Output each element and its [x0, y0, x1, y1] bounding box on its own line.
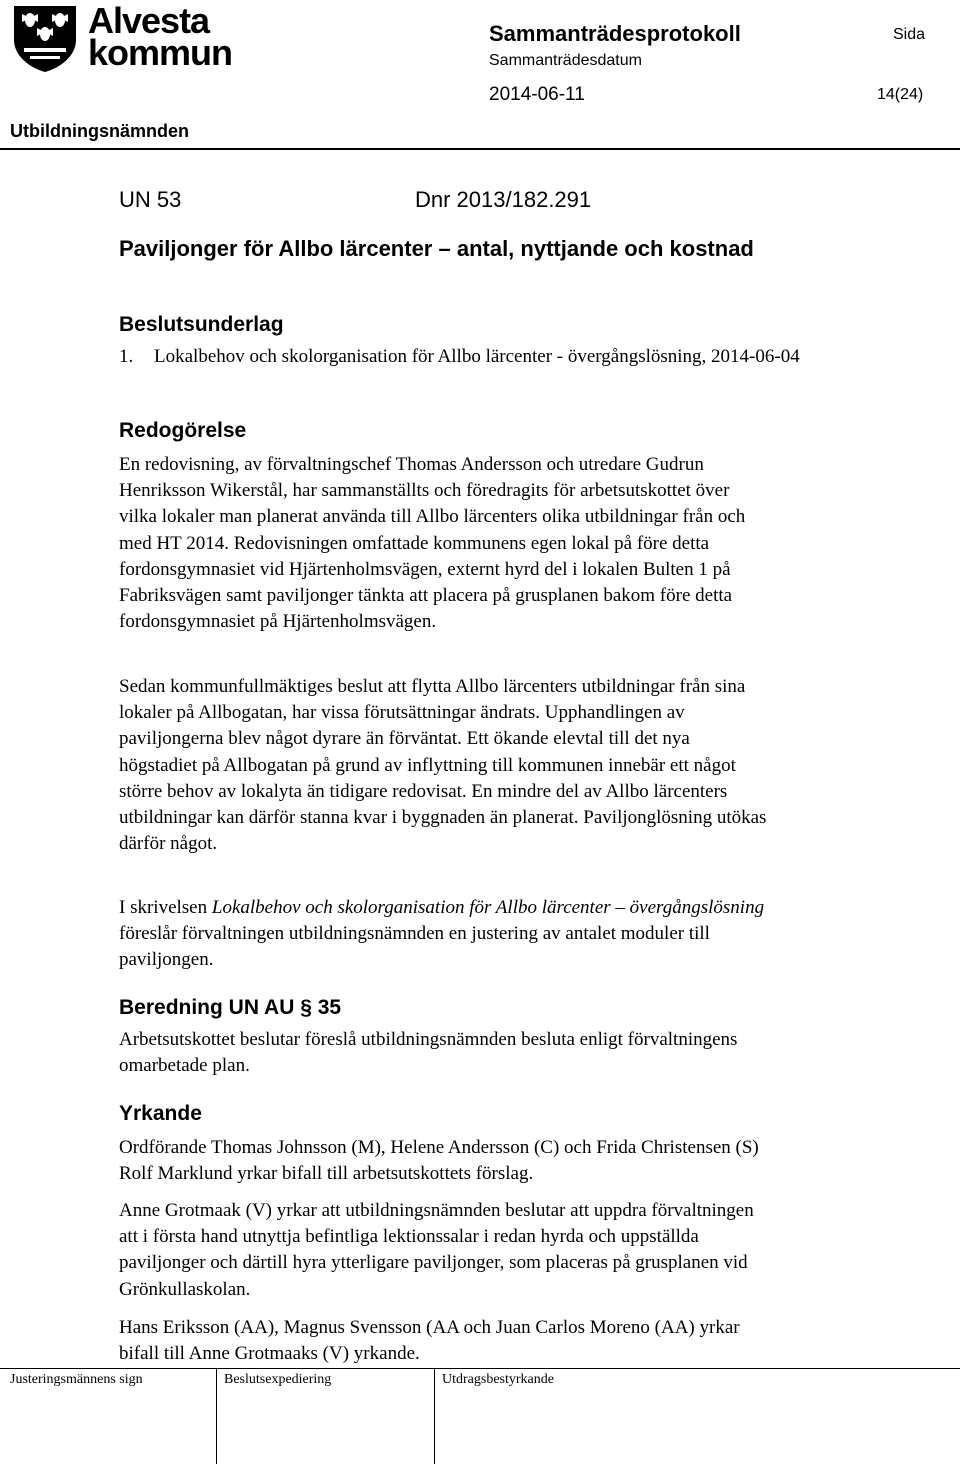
- paragraph-yrkande-3: Hans Eriksson (AA), Magnus Svensson (AA och Juan Carlos Moreno (AA) yrkar bifall till Anne Grotmaaks (V) yrkande.: [119, 1317, 740, 1365]
- alvesta-kommun-logo: [10, 0, 260, 74]
- document-type: Sammanträdesprotokoll: [489, 21, 741, 46]
- paragraph-yrkande-2: Anne Grotmaak (V) yrkar att utbildningsnämnden beslutar att uppdra förvaltningen att i första hand utnyttja befintliga lektionssalar i redan hyrda och uppställda paviljonger och därtill hyra ytterligare paviljonger, som placeras på grusplanen vid Grönkullaskolan.: [119, 1200, 754, 1300]
- page-number: 14(24): [877, 86, 924, 103]
- paragraph-yrkande-1: Ordförande Thomas Johnsson (M), Helene Andersson (C) och Frida Christensen (S) Rolf Marklund yrkar bifall till arbetsutskottets förslag.: [119, 1137, 759, 1185]
- committee-name: Utbildningsnämnden: [10, 121, 189, 141]
- paragraph-redogorelse-1: En redovisning, av förvaltningschef Thomas Andersson och utredare Gudrun Henriksson Wikerstål, har sammanställts och föredragits för arbetsutskottet över vilka lokaler man planerat använda till Allbo lärcenters olika utbildningar från och med HT 2014. Redovisningen omfattade kommunens egen lokal på före detta fordonsgymnasiet vid Hjärtenholmsvägen, externt hyrd del i lokalen Bulten 1 på Fabriksvägen samt paviljonger tänkta att placera på grusplanen bakom före detta fordonsgymnasiet på Hjärtenholmsvägen.: [119, 454, 746, 633]
- list-item-number: 1.: [119, 346, 134, 367]
- case-number: UN 53: [119, 187, 182, 212]
- list-item: Lokalbehov och skolorganisation för Allbo lärcenter - övergångslösning, 2014-06-04: [154, 346, 800, 367]
- header-divider: [0, 148, 960, 150]
- meeting-date-label: Sammanträdesdatum: [489, 52, 642, 69]
- footer-column-divider: [216, 1368, 217, 1464]
- paragraph-redogorelse-3: [119, 895, 769, 974]
- paragraph-beredning: Arbetsutskottet beslutar föreslå utbildningsnämnden besluta enligt förvaltningens omarbetade plan.: [119, 1029, 738, 1077]
- municipal-crest-icon: [10, 4, 80, 74]
- logo-line-kommun: kommun: [88, 32, 233, 73]
- heading-beslutsunderlag: Beslutsunderlag: [119, 313, 284, 336]
- paragraph-text: I skrivelsen: [119, 897, 212, 918]
- diary-number: Dnr 2013/182.291: [415, 187, 592, 212]
- meeting-date: 2014-06-11: [489, 84, 585, 105]
- footer-beslutsexpediering: Beslutsexpediering: [224, 1372, 332, 1387]
- paragraph-redogorelse-2: Sedan kommunfullmäktiges beslut att flytta Allbo lärcenters utbildningar från sina lokaler på Allbogatan, har vissa förutsättningar ändrats. Upphandlingen av paviljongerna blev något dyrare än förväntat. Ett ökande elevtal till det nya högstadiet på Allbogatan på grund av inflyttning till kommunen innebär ett något större behov av lokalyta än tidigare redovisat. En mindre del av Allbo lärcenters utbildningar kan därför stanna kvar i byggnaden än planerat. Paviljonglösning utökas därför något.: [119, 676, 767, 855]
- heading-redogorelse: Redogörelse: [119, 419, 247, 442]
- heading-beredning: Beredning UN AU § 35: [119, 996, 342, 1019]
- heading-yrkande: Yrkande: [119, 1102, 202, 1125]
- footer-divider: [0, 1368, 960, 1369]
- case-title: Paviljonger för Allbo lärcenter – antal, nyttjande och kostnad: [119, 236, 754, 261]
- document-reference: Lokalbehov och skolorganisation för Allbo lärcenter – övergångslösning: [211, 897, 765, 918]
- paragraph-text: föreslår förvaltningen utbildningsnämnden en justering av antalet moduler till paviljongen.: [119, 923, 710, 971]
- footer-column-divider: [434, 1368, 435, 1464]
- logo-line-alvesta: Alvesta: [88, 0, 210, 41]
- footer-justering-sign: Justeringsmännens sign: [10, 1372, 143, 1387]
- page-label: Sida: [893, 26, 926, 43]
- footer-utdragsbestyrkande: Utdragsbestyrkande: [442, 1372, 554, 1387]
